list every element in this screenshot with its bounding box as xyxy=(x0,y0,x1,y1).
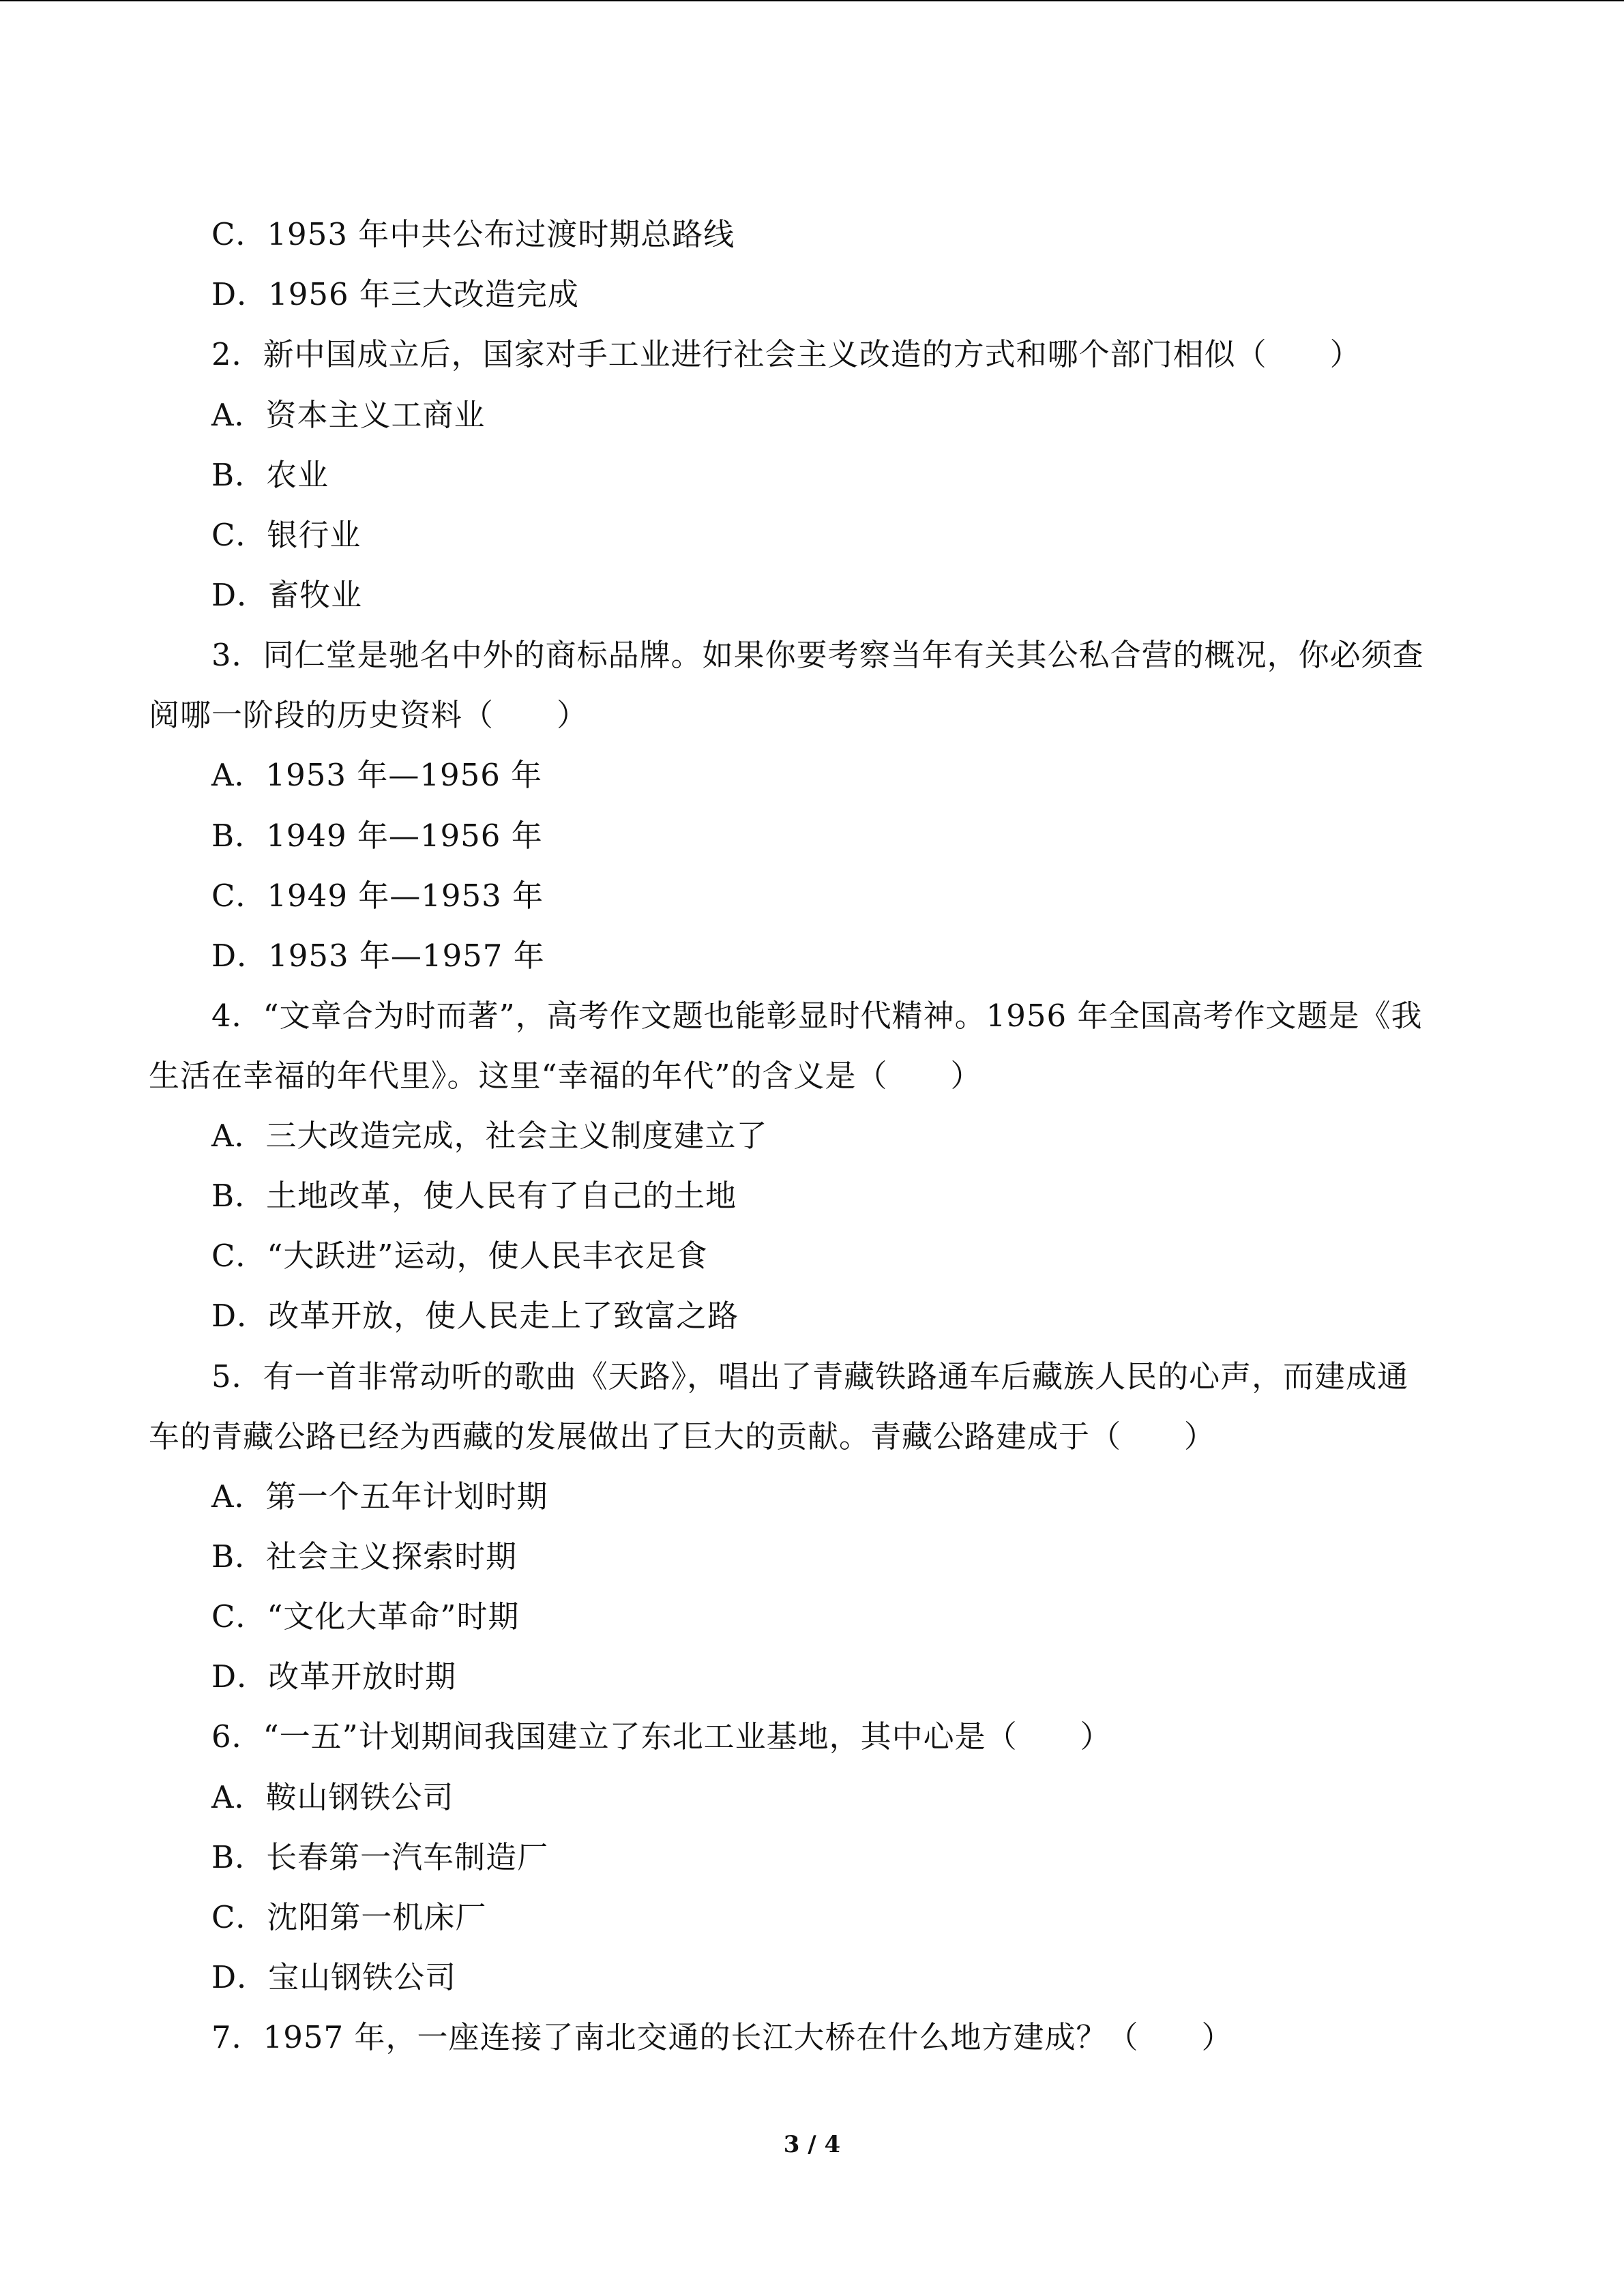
q5-stem-line1: 5．有一首非常动听的歌曲《天路》，唱出了青藏铁路通车后藏族人民的心声，而建成通 xyxy=(211,1358,1409,1395)
q5-option-b: B．社会主义探索时期 xyxy=(211,1538,518,1575)
q4-option-b: B．土地改革，使人民有了自己的土地 xyxy=(211,1178,737,1214)
q3-option-a: A．1953 年—1956 年 xyxy=(211,757,543,793)
q4-stem-line2: 生活在幸福的年代里》。这里“幸福的年代”的含义是（ ） xyxy=(149,1058,982,1094)
q3-stem-line2: 阅哪一阶段的历史资料（ ） xyxy=(149,697,589,733)
q2-stem: 2．新中国成立后，国家对手工业进行社会主义改造的方式和哪个部门相似（ ） xyxy=(211,336,1361,372)
top-border xyxy=(0,0,1624,1)
q7-stem: 7．1957 年，一座连接了南北交通的长江大桥在什么地方建成？（ ） xyxy=(211,2019,1233,2055)
q4-option-a: A．三大改造完成，社会主义制度建立了 xyxy=(211,1118,768,1154)
q4-option-c: C．“大跃进”运动，使人民丰衣足食 xyxy=(211,1238,708,1274)
q4-stem-line1: 4．“文章合为时而著”，高考作文题也能彰显时代精神。1956 年全国高考作文题是《我 xyxy=(211,998,1423,1034)
q6-option-a: A．鞍山钢铁公司 xyxy=(211,1779,454,1815)
q5-stem-line2: 车的青藏公路已经为西藏的发展做出了巨大的贡献。青藏公路建成于（ ） xyxy=(149,1418,1216,1455)
q6-stem: 6．“一五”计划期间我国建立了东北工业基地，其中心是（ ） xyxy=(211,1718,1112,1755)
q1-option-c: C．1953 年中共公布过渡时期总路线 xyxy=(211,216,735,252)
q5-option-a: A．第一个五年计划时期 xyxy=(211,1478,548,1515)
q3-option-b: B．1949 年—1956 年 xyxy=(211,818,543,854)
q3-option-c: C．1949 年—1953 年 xyxy=(211,878,544,914)
q2-option-b: B．农业 xyxy=(211,457,329,493)
q4-option-d: D．改革开放，使人民走上了致富之路 xyxy=(211,1298,739,1334)
q2-option-c: C．银行业 xyxy=(211,517,361,553)
q3-option-d: D．1953 年—1957 年 xyxy=(211,938,545,974)
q5-option-c: C．“文化大革命”时期 xyxy=(211,1598,520,1635)
q6-option-b: B．长春第一汽车制造厂 xyxy=(211,1839,549,1875)
q5-option-d: D．改革开放时期 xyxy=(211,1658,457,1695)
q2-option-d: D．畜牧业 xyxy=(211,577,363,613)
q6-option-d: D．宝山钢铁公司 xyxy=(211,1959,457,1995)
page-number: 3 / 4 xyxy=(783,2131,841,2158)
q6-option-c: C．沈阳第一机床厂 xyxy=(211,1899,487,1935)
q1-option-d: D．1956 年三大改造完成 xyxy=(211,276,579,312)
q2-option-a: A．资本主义工商业 xyxy=(211,397,486,433)
q3-stem-line1: 3．同仁堂是驰名中外的商标品牌。如果你要考察当年有关其公私合营的概况，你必须查 xyxy=(211,637,1424,673)
